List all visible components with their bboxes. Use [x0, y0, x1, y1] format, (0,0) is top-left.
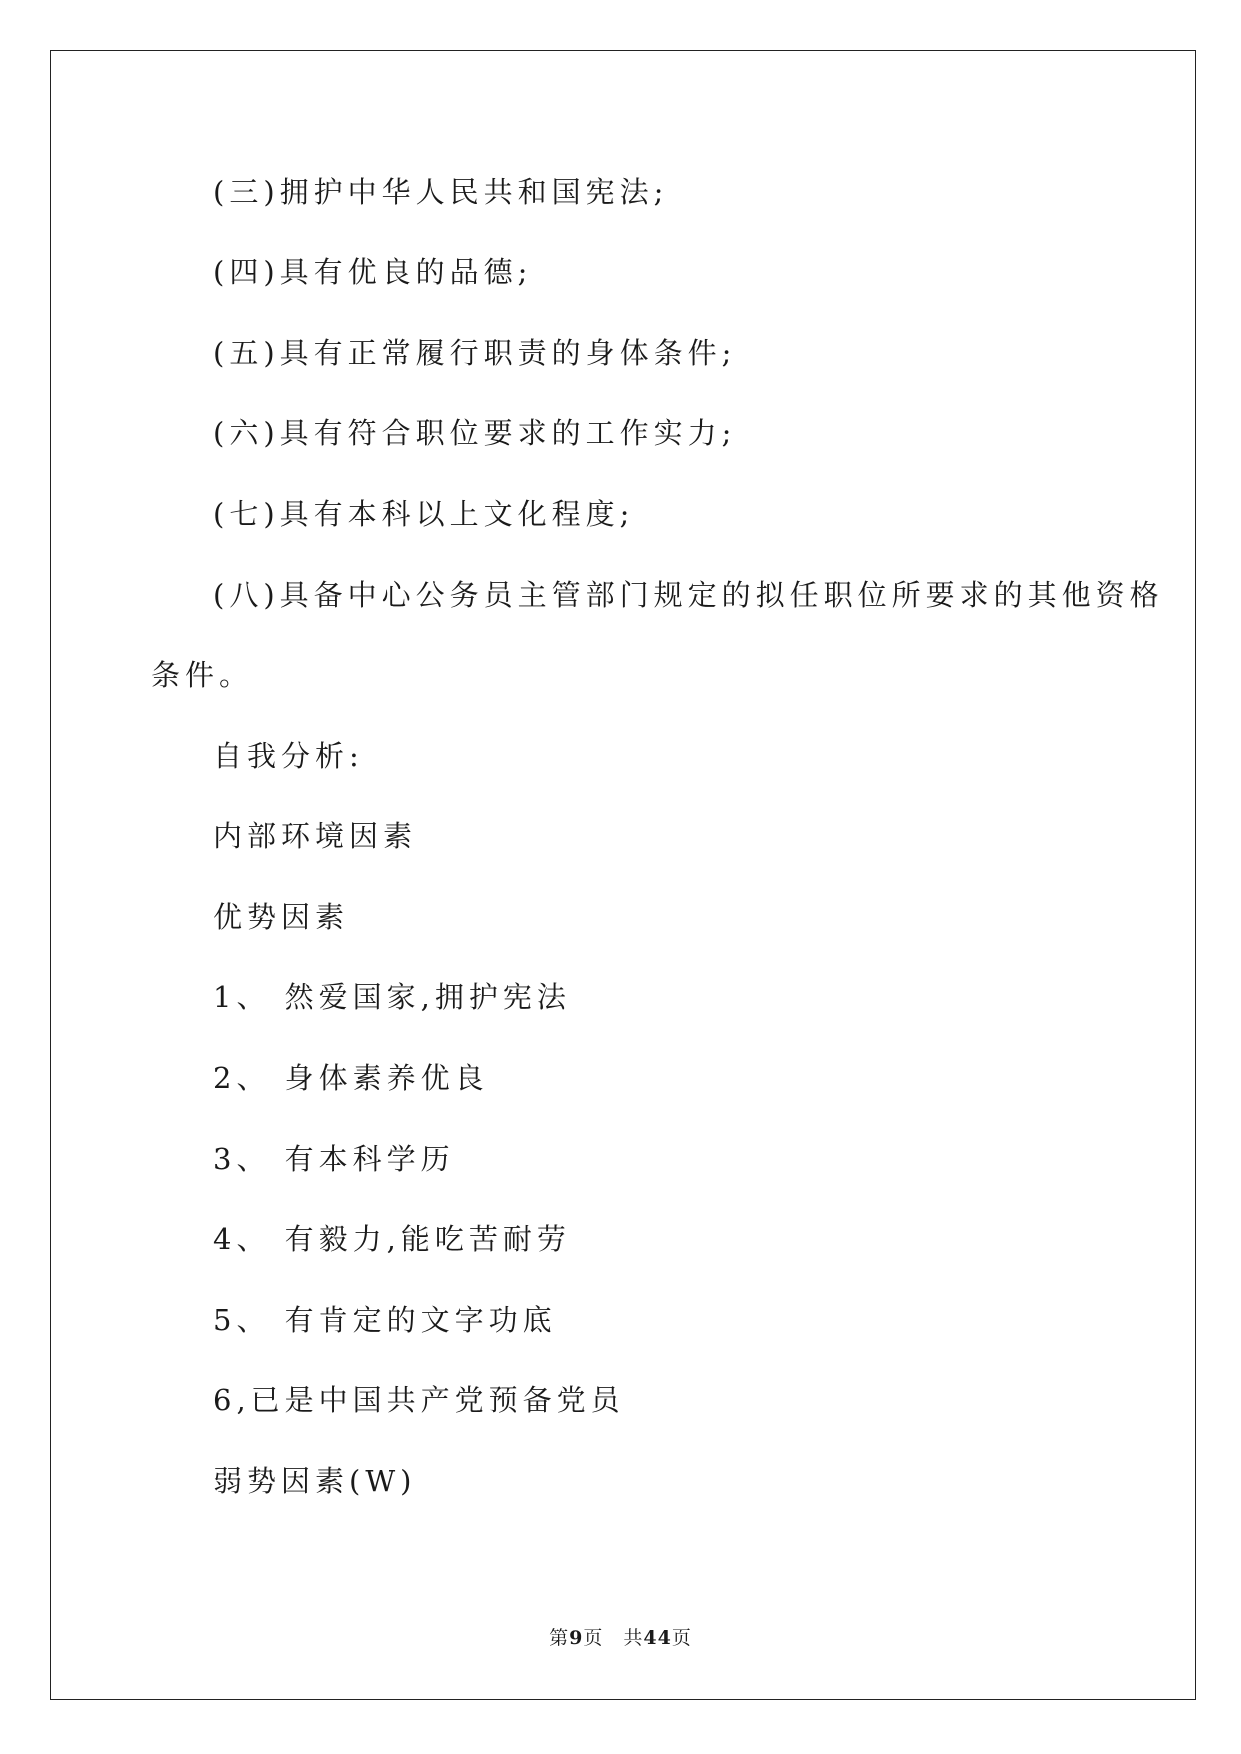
- current-page-number: 9: [569, 1627, 584, 1649]
- strength-item-6: 6,已是中国共产党预备党员: [213, 1383, 625, 1417]
- strength-item-5: 5、 有肯定的文字功底: [213, 1303, 557, 1337]
- strengths-heading: 优势因素: [213, 900, 350, 934]
- internal-factors-heading: 内部环境因素: [213, 819, 418, 853]
- paragraph-7: (七)具有本科以上文化程度;: [213, 497, 635, 531]
- paragraph-6: (六)具有符合职位要求的工作实力;: [213, 416, 737, 450]
- weaknesses-heading: 弱势因素(W): [213, 1464, 417, 1498]
- paragraph-8-continued: 条件。: [151, 658, 254, 692]
- paragraph-5: (五)具有正常履行职责的身体条件;: [213, 336, 737, 370]
- self-analysis-heading: 自我分析:: [213, 739, 364, 773]
- paragraph-8: (八)具备中心公务员主管部门规定的拟任职位所要求的其他资格: [213, 578, 1164, 612]
- footer-mid: 页 共: [583, 1627, 644, 1649]
- strength-item-1: 1、 然爱国家,拥护宪法: [213, 980, 571, 1014]
- paragraph-4: (四)具有优良的品德;: [213, 255, 533, 289]
- footer-suffix: 页: [671, 1627, 692, 1649]
- footer-prefix: 第: [549, 1627, 570, 1649]
- paragraph-3: (三)拥护中华人民共和国宪法;: [213, 175, 669, 209]
- strength-item-4: 4、 有毅力,能吃苦耐劳: [213, 1222, 571, 1256]
- strength-item-2: 2、 身体素养优良: [213, 1061, 489, 1095]
- strength-item-3: 3、 有本科学历: [213, 1142, 455, 1176]
- page-border: [50, 50, 1196, 1700]
- total-page-count: 44: [643, 1627, 672, 1649]
- page-number-footer: [0, 1623, 1241, 1650]
